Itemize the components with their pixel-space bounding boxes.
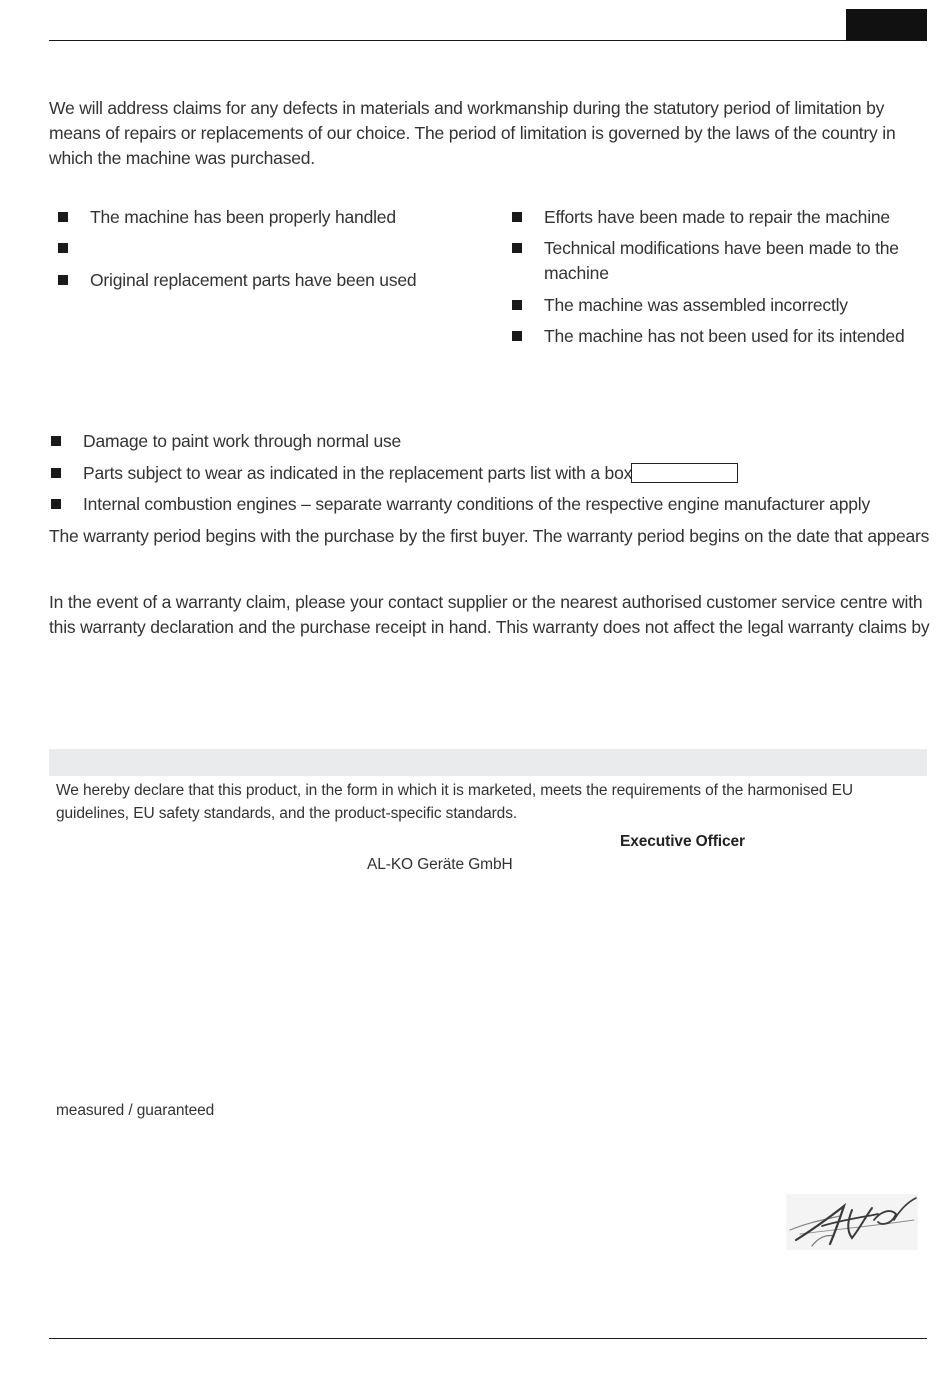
warranty-intro xyxy=(49,96,929,171)
square-bullet-icon xyxy=(512,243,522,253)
declaration-header-band xyxy=(49,749,927,776)
noise-level-label: measured / guaranteed xyxy=(56,1102,215,1119)
condition-item: The machine has been properly handled xyxy=(90,207,396,227)
square-bullet-icon xyxy=(58,243,68,253)
square-bullet-icon xyxy=(58,275,68,285)
exception-item: The machine was assembled incorrectly xyxy=(544,295,848,315)
exception-item: Technical modifications have been made to the xyxy=(544,238,899,258)
square-bullet-icon xyxy=(51,468,61,478)
warranty-intro-line: means of repairs or replacements of our choice. The period of limitation is governed by the laws of the country in xyxy=(49,123,896,143)
exclusion-item: Internal combustion engines – separate warranty conditions of the respective engine manufacturer apply xyxy=(83,494,871,514)
warranty-intro-line: which the machine was purchased. xyxy=(49,148,315,168)
warranty-period xyxy=(49,524,929,549)
footer-rule xyxy=(49,1338,927,1339)
square-bullet-icon xyxy=(512,300,522,310)
square-bullet-icon xyxy=(512,212,522,222)
condition-item: Original replacement parts have been used xyxy=(90,270,417,290)
wear-part-box xyxy=(631,463,738,483)
declaration-text-line: We hereby declare that this product, in the form in which it is marketed, meets the requirements of the harmonised EU xyxy=(56,782,853,799)
square-bullet-icon xyxy=(512,331,522,341)
page-tab-marker xyxy=(846,9,927,41)
header-rule xyxy=(49,40,846,41)
warranty-intro-line: We will address claims for any defects in materials and workmanship during the statutory period of limitation by xyxy=(49,98,885,118)
warranty-claim-line: this warranty declaration and the purchase receipt in hand. This warranty does not affect the legal warranty claims by xyxy=(49,617,930,637)
declaration-text-line: guidelines, EU safety standards, and the product-specific standards. xyxy=(56,805,518,822)
square-bullet-icon xyxy=(51,499,61,509)
declaration-text xyxy=(56,779,853,825)
exception-item: The machine has not been used for its intended xyxy=(544,326,905,346)
exception-item-continued: machine xyxy=(544,263,609,283)
square-bullet-icon xyxy=(58,212,68,222)
square-bullet-icon xyxy=(51,436,61,446)
executive-officer-label: Executive Officer xyxy=(620,833,745,850)
exclusion-item: Damage to paint work through normal use xyxy=(83,431,402,451)
exception-item: Efforts have been made to repair the machine xyxy=(544,207,890,227)
warranty-period-line: The warranty period begins with the purchase by the first buyer. The warranty period begins on the date that appears xyxy=(49,526,930,546)
company-name: AL-KO Geräte GmbH xyxy=(367,856,513,873)
warranty-claim xyxy=(49,590,929,640)
exclusion-item: Parts subject to wear as indicated in the replacement parts list with a box xyxy=(83,463,633,483)
warranty-claim-line: In the event of a warranty claim, please your contact supplier or the nearest authorised customer service centre with xyxy=(49,592,923,612)
signature-image xyxy=(782,1190,922,1254)
